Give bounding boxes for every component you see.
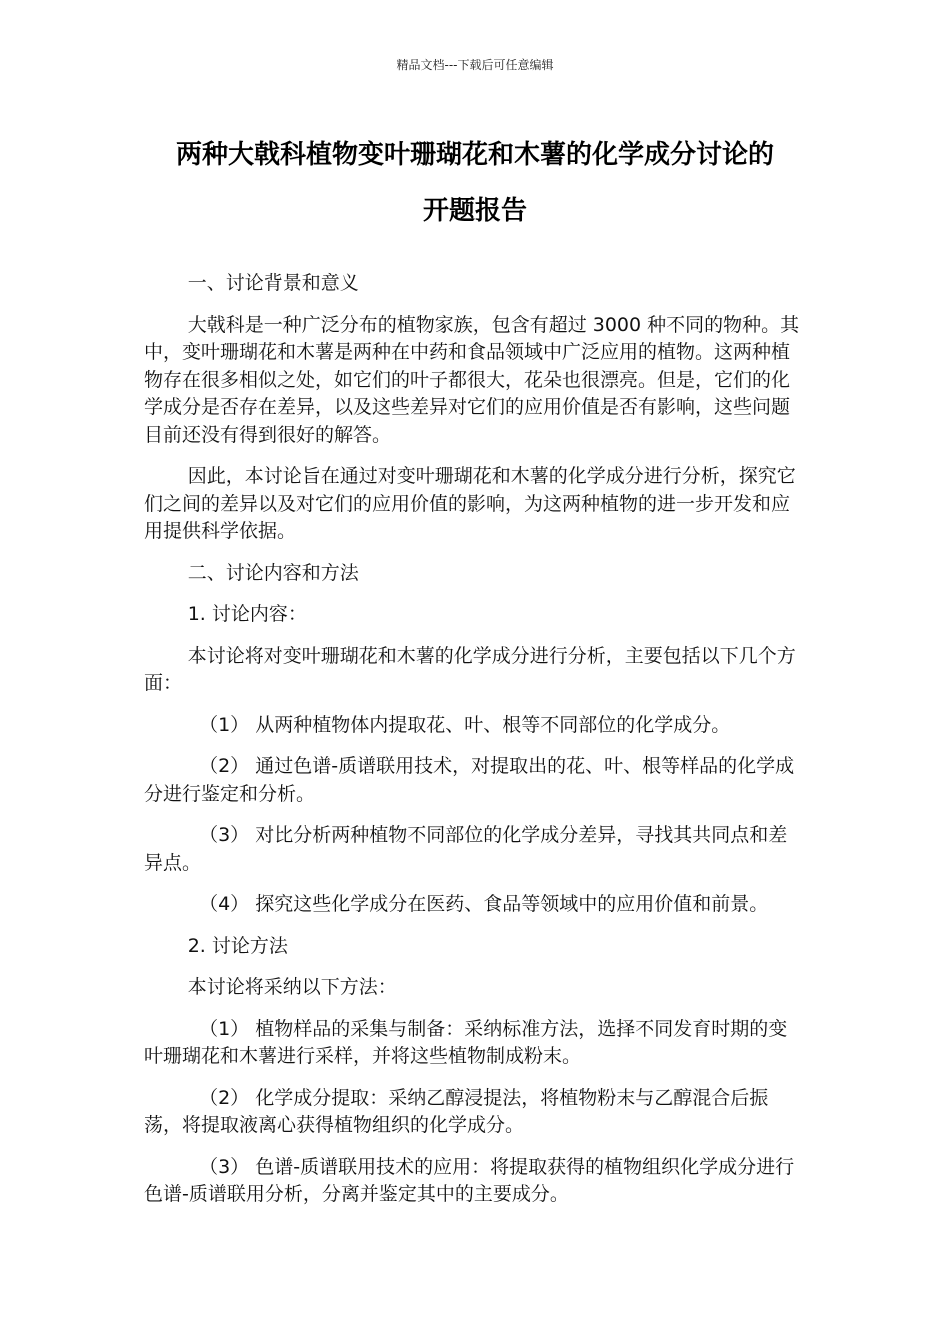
section-heading-background: 一、讨论背景和意义 bbox=[187, 272, 359, 294]
paragraph-methods-intro: 本讨论将采纳以下方法： bbox=[187, 976, 397, 998]
paragraph-content-intro: 本讨论将对变叶珊瑚花和木薯的化学成分进行分析，主要包括以下几个方面： bbox=[144, 644, 796, 694]
document-title-line-1: 两种大戟科植物变叶珊瑚花和木薯的化学成分讨论的 bbox=[175, 140, 774, 170]
paragraph-background: 大戟科是一种广泛分布的植物家族，包含有超过 3000 种不同的物种。其中，变叶珊瑚花和木薯是两种在中药和食品领域中广泛应用的植物。这两种植物存在很多相似之处，如它们的叶子都很大，花朵也很漂亮。但是，它们的化学成分是否存在差异，以及这些差异对它们的应用价值是否有影响，这些问题目前还没有得到很好的解答。 bbox=[144, 313, 800, 446]
page-header: 精品文档---下载后可任意编辑 bbox=[396, 58, 554, 72]
subheading-content: 1. 讨论内容： bbox=[187, 603, 307, 625]
subheading-methods: 2. 讨论方法 bbox=[187, 934, 288, 957]
list-item-content-1: （1） 从两种植物体内提取花、叶、根等不同部位的化学成分。 bbox=[199, 713, 731, 736]
list-item-content-4: （4） 探究这些化学成分在医药、食品等领域中的应用价值和前景。 bbox=[199, 893, 769, 915]
document-body bbox=[144, 270, 804, 1223]
list-item-method-1: （1） 植物样品的采集与制备：采纳标准方法，选择不同发育时期的变叶珊瑚花和木薯进行采样，并将这些植物制成粉末。 bbox=[144, 1017, 788, 1067]
list-item-content-2: （2） 通过色谱-质谱联用技术，对提取出的花、叶、根等样品的化学成分进行鉴定和分析。 bbox=[144, 755, 795, 805]
document-title-line-2: 开题报告 bbox=[422, 196, 527, 226]
section-heading-content-methods: 二、讨论内容和方法 bbox=[187, 561, 359, 584]
paragraph-purpose: 因此，本讨论旨在通过对变叶珊瑚花和木薯的化学成分进行分析，探究它们之间的差异以及对它们的应用价值的影响，为这两种植物的进一步开发和应用提供科学依据。 bbox=[144, 465, 796, 542]
list-item-content-3: （3） 对比分析两种植物不同部位的化学成分差异，寻找其共同点和差异点。 bbox=[144, 824, 788, 874]
list-item-method-3: （3） 色谱-质谱联用技术的应用：将提取获得的植物组织化学成分进行色谱-质谱联用分析，分离并鉴定其中的主要成分。 bbox=[144, 1155, 795, 1205]
list-item-method-2: （2） 化学成分提取：采纳乙醇浸提法，将植物粉末与乙醇混合后振荡，将提取液离心获得植物组织的化学成分。 bbox=[144, 1086, 769, 1136]
